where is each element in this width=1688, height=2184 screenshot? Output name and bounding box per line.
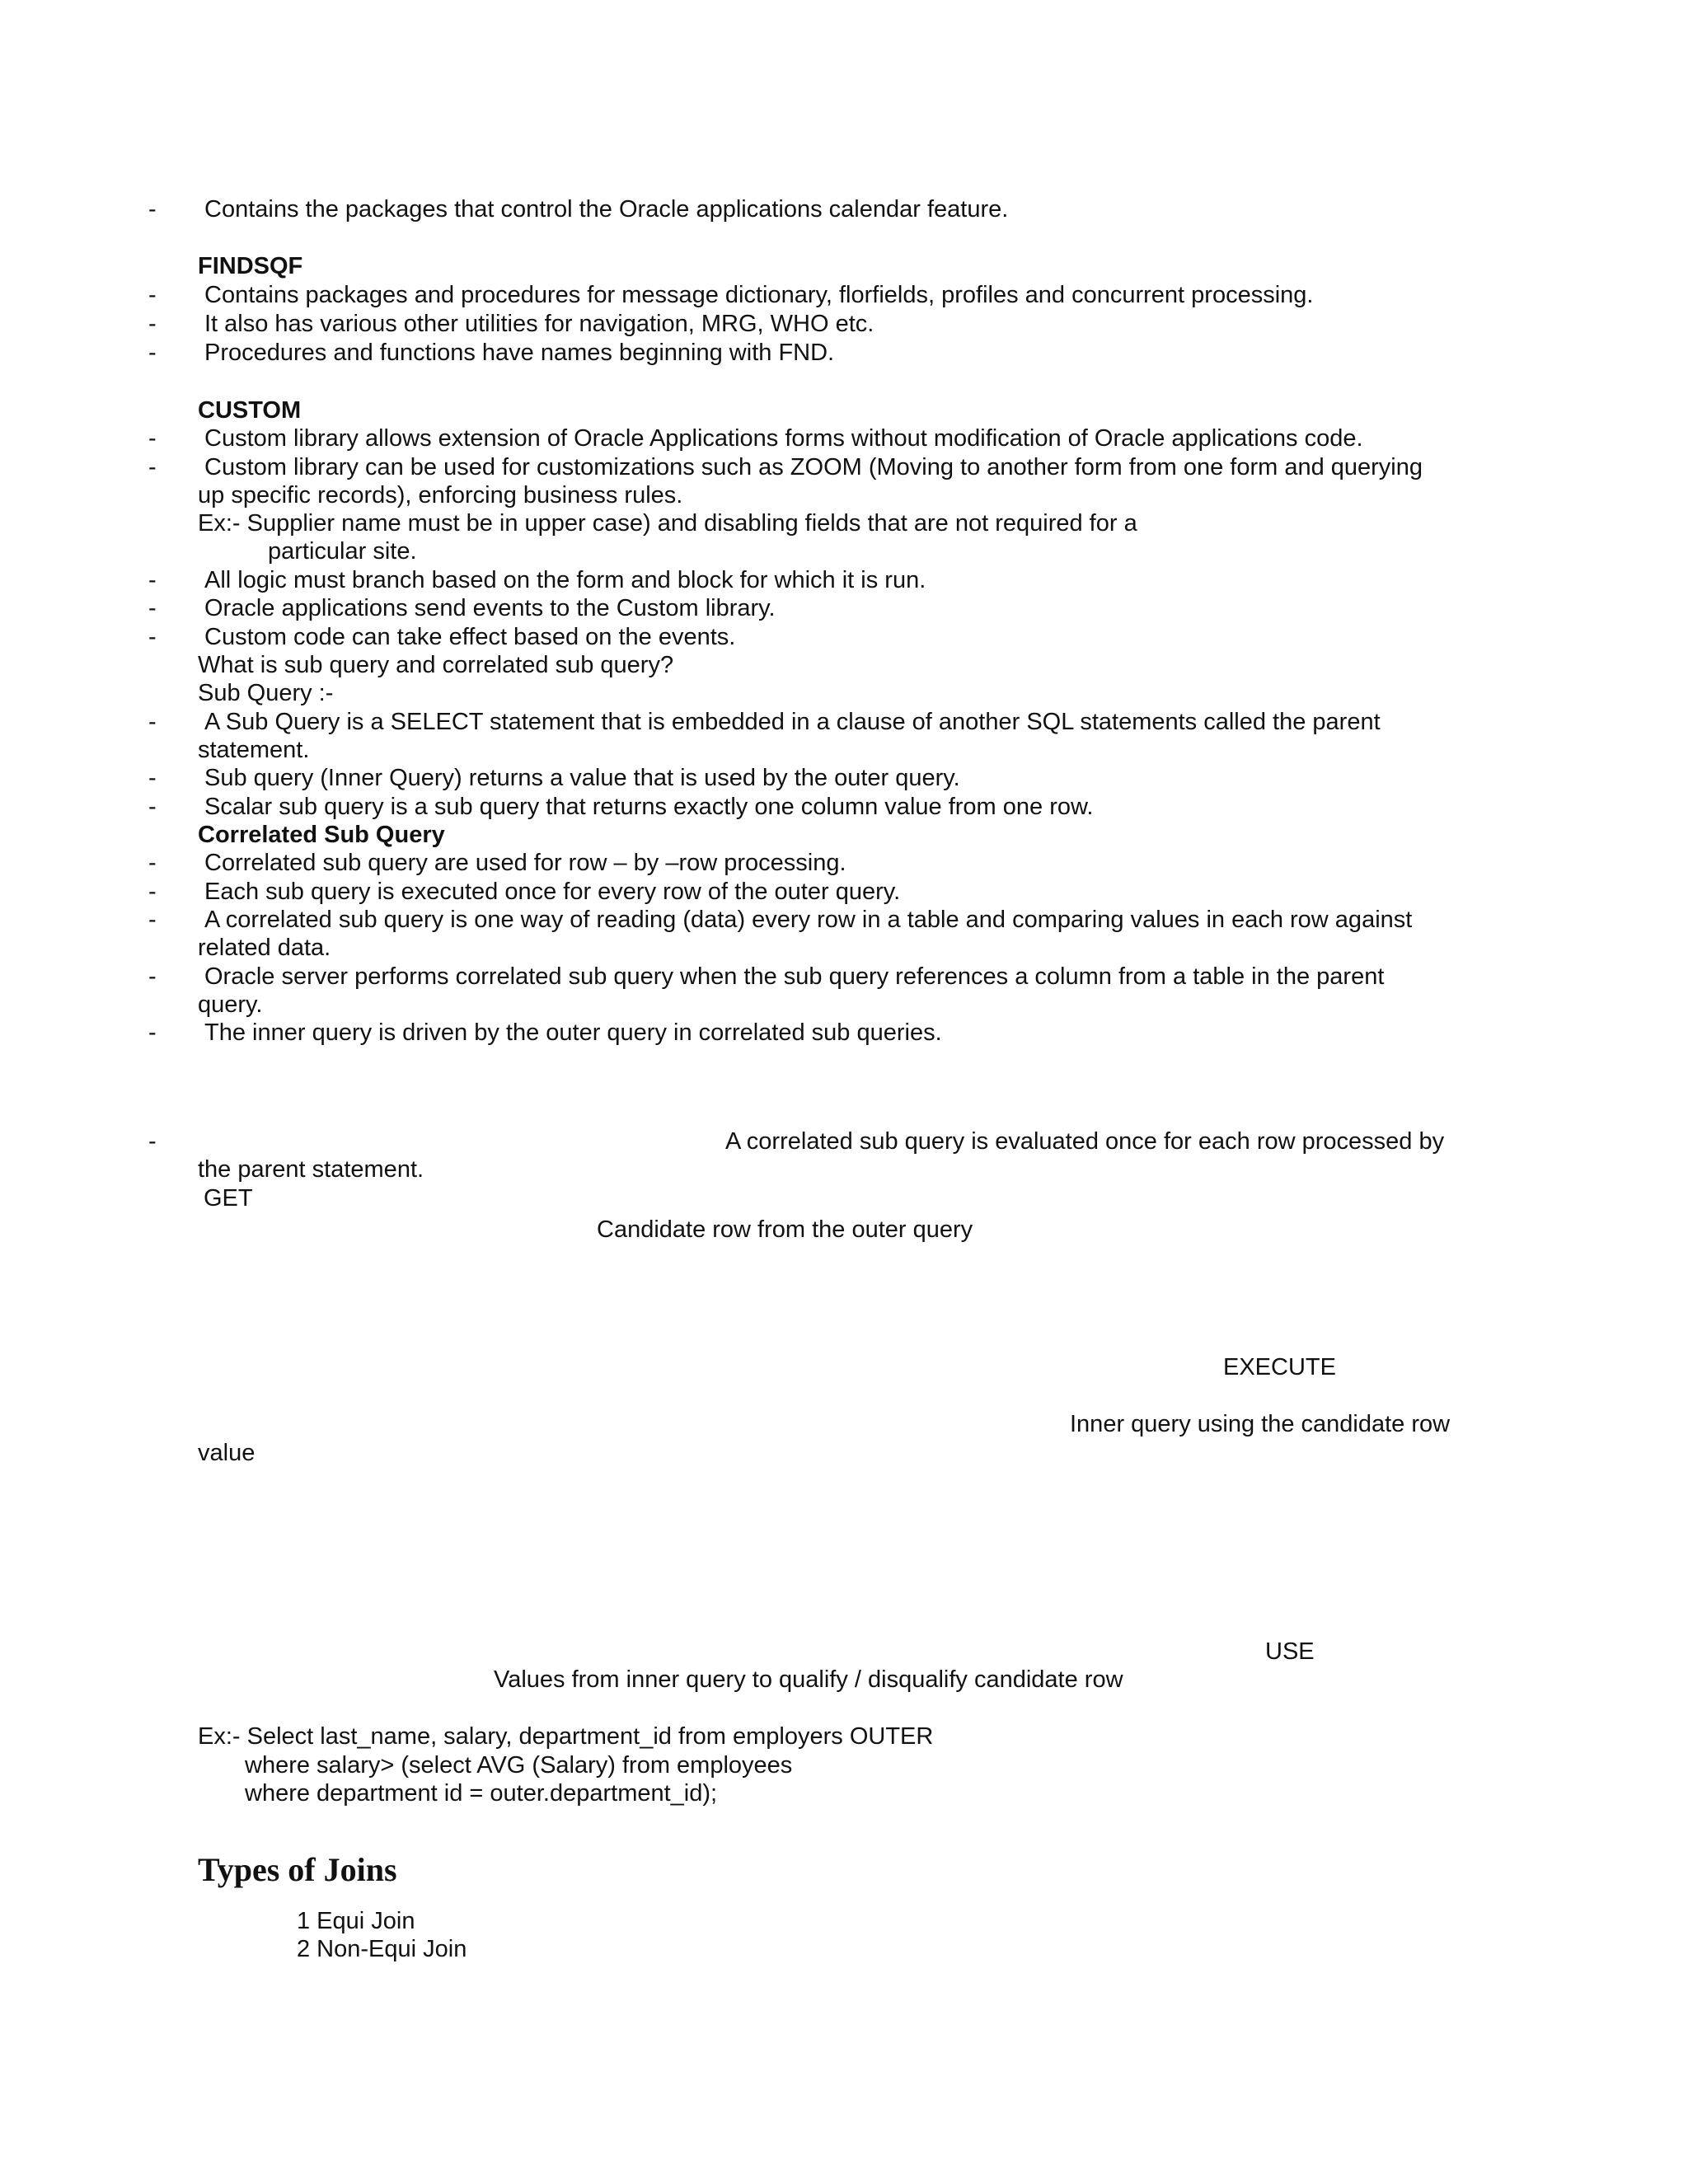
correlated-item-continuation: query. — [198, 991, 263, 1018]
bullet-dash: - — [148, 196, 157, 223]
bullet-dash: - — [148, 595, 157, 621]
findsqf-item: It also has various other utilities for navigation, MRG, WHO etc. — [204, 311, 874, 337]
bullet-dash: - — [148, 282, 157, 308]
subquery-item: Sub query (Inner Query) returns a value that is used by the outer query. — [204, 765, 960, 791]
custom-item: All logic must branch based on the form and block for which it is run. — [204, 567, 926, 593]
joins-item: 1 Equi Join — [297, 1908, 415, 1934]
bullet-dash: - — [148, 1128, 157, 1155]
bullet-dash: - — [148, 907, 157, 933]
custom-item: Custom library can be used for customizations such as ZOOM (Moving to another form from one form and querying — [204, 454, 1423, 480]
correlated-item: The inner query is driven by the outer query in correlated sub queries. — [204, 1019, 942, 1046]
joins-heading: Types of Joins — [198, 1851, 397, 1888]
bullet-dash: - — [148, 963, 157, 990]
flow-get-label: GET — [204, 1185, 253, 1212]
subquery-item: A Sub Query is a SELECT statement that is embedded in a clause of another SQL statements called the parent — [204, 709, 1381, 735]
bullet-dash: - — [148, 425, 157, 452]
bullet-dash: - — [148, 311, 157, 337]
subquery-item-continuation: statement. — [198, 737, 310, 763]
flow-get-description: Candidate row from the outer query — [597, 1216, 973, 1243]
bullet-dash: - — [148, 765, 157, 791]
example-line: where department id = outer.department_id); — [245, 1780, 718, 1807]
flow-use-description: Values from inner query to qualify / disqualify candidate row — [494, 1666, 1123, 1693]
flow-execute-description: Inner query using the candidate row — [1070, 1411, 1451, 1437]
bullet-dash: - — [148, 1019, 157, 1046]
flow-execute-label: EXECUTE — [1223, 1354, 1336, 1380]
bullet-dash: - — [148, 850, 157, 876]
subquery-item: Scalar sub query is a sub query that returns exactly one column value from one row. — [204, 794, 1094, 820]
correlated-item: Correlated sub query are used for row – by –row processing. — [204, 850, 846, 876]
custom-example: Ex:- Supplier name must be in upper case) and disabling fields that are not required for a — [198, 510, 1137, 537]
bullet-dash: - — [148, 794, 157, 820]
custom-heading: CUSTOM — [198, 397, 302, 424]
bullet-dash: - — [148, 624, 157, 650]
example-line: where salary> (select AVG (Salary) from employees — [245, 1752, 793, 1779]
flow-bullet-continuation: the parent statement. — [198, 1156, 424, 1183]
subquery-label: Sub Query :- — [198, 680, 334, 706]
bullet-dash: - — [148, 879, 157, 905]
subquery-question: What is sub query and correlated sub query? — [198, 652, 674, 678]
bullet-dash: - — [148, 709, 157, 735]
custom-example-continuation: particular site. — [268, 538, 417, 565]
flow-bullet-text: A correlated sub query is evaluated once for each row processed by — [725, 1128, 1445, 1155]
bullet-dash: - — [148, 340, 157, 366]
custom-item: Custom library allows extension of Oracle Applications forms without modification of Oracle applications code. — [204, 425, 1363, 452]
custom-item: Custom code can take effect based on the events. — [204, 624, 736, 650]
correlated-item-continuation: related data. — [198, 935, 331, 961]
custom-item-continuation: up specific records), enforcing business rules. — [198, 482, 683, 509]
flow-use-label: USE — [1265, 1638, 1315, 1665]
flow-execute-description-continuation: value — [198, 1440, 256, 1466]
correlated-item: Oracle server performs correlated sub query when the sub query references a column from a table in the parent — [204, 963, 1385, 990]
bullet-dash: - — [148, 454, 157, 480]
correlated-heading: Correlated Sub Query — [198, 822, 445, 848]
findsqf-heading: FINDSQF — [198, 253, 303, 279]
bullet-dash: - — [148, 567, 157, 593]
correlated-item: Each sub query is executed once for every row of the outer query. — [204, 879, 901, 905]
custom-item: Oracle applications send events to the Custom library. — [204, 595, 776, 621]
findsqf-item: Procedures and functions have names beginning with FND. — [204, 340, 835, 366]
joins-item: 2 Non-Equi Join — [297, 1936, 467, 1962]
correlated-item: A correlated sub query is one way of reading (data) every row in a table and comparing values in each row against — [204, 907, 1413, 933]
calendar-packages-text: Contains the packages that control the Oracle applications calendar feature. — [204, 196, 1009, 223]
example-line: Ex:- Select last_name, salary, department_id from employers OUTER — [198, 1723, 934, 1750]
findsqf-item: Contains packages and procedures for message dictionary, florfields, profiles and concurrent processing. — [204, 282, 1314, 308]
